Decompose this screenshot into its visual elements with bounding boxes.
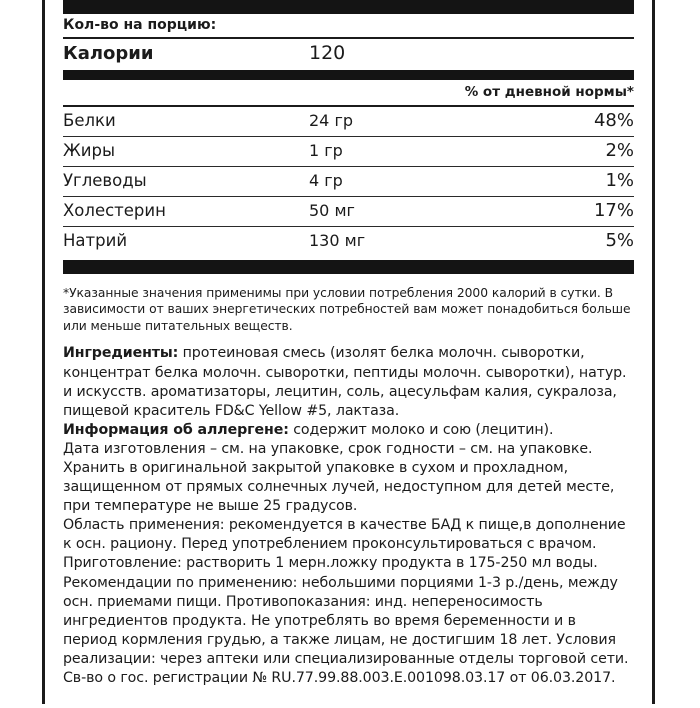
calories-label: Калории — [63, 43, 154, 64]
nutrient-name: Холестерин — [63, 200, 166, 220]
table-row — [63, 105, 634, 136]
calories-row — [63, 37, 634, 70]
nutrient-percent: 48% — [593, 109, 634, 131]
nutrient-percent: 17% — [593, 199, 634, 221]
nutrition-facts-table — [63, 0, 634, 274]
usage-area-paragraph: Область применения: рекомендуется в качестве БАД к пище,в дополнение к осн. рациону. Перед употреблением проконсультироваться с врачом. — [63, 517, 626, 553]
nutrient-percent: 2% — [605, 139, 634, 161]
nutrient-value: 130 мг — [309, 230, 366, 250]
table-row — [63, 166, 634, 196]
nutrition-label-frame — [42, 0, 655, 704]
daily-value-header: % от дневной нормы* — [464, 84, 634, 100]
ingredients-text: протеиновая смесь (изолят белка молочн. сыворотки, концентрат белка молочн. сыворотки, пептиды молочн. сыворотки), натур. и искусств. ароматизаторы, лецитин, соль, ацесульфам калия, сукралоза, пищевой краситель FD&C Yellow #5, лактаза. — [63, 345, 627, 419]
table-row — [63, 136, 634, 166]
allergen-label: Информация об аллергене: — [63, 421, 289, 438]
nutrient-value: 1 гр — [309, 140, 343, 160]
calories-value: 120 — [309, 42, 346, 64]
nutrient-name: Углеводы — [63, 170, 147, 190]
nutrient-value: 24 гр — [309, 110, 354, 130]
nutrient-name: Натрий — [63, 230, 128, 250]
ingredients-label: Ингредиенты: — [63, 345, 179, 362]
table-bottom-black-bar — [63, 260, 634, 274]
nutrient-name: Белки — [63, 110, 116, 130]
table-top-black-bar — [63, 0, 634, 14]
registration-paragraph: Св-во о гос. регистрации № RU.77.99.88.003.Е.001098.03.17 от 06.03.2017. — [63, 670, 616, 686]
recommendations-paragraph: Рекомендации по применению: небольшими порциями 1-3 р./день, между осн. приемами пищи. Противопоказания: инд. непереносимость ингредиентов продукта. Не употреблять во время беременности и в период кормления грудью, а также лицам, не достигшим 18 лет. Условия реализации: через аптеки или специализированные отделы торговой сети. — [63, 574, 629, 667]
storage-paragraph: Хранить в оригинальной закрытой упаковке в сухом и прохладном, защищенном от прямых солнечных лучей, недоступном для детей месте, при температуре не выше 25 градусов. — [63, 459, 615, 515]
table-row — [63, 226, 634, 256]
allergen-text: содержит молоко и сою (лецитин). — [288, 421, 554, 438]
manufacture-date-paragraph: Дата изготовления – см. на упаковке, срок годности – см. на упаковке. — [63, 440, 593, 457]
nutrient-value: 50 мг — [309, 200, 355, 220]
serving-size-label: Кол-во на порцию: — [63, 17, 217, 33]
nutrition-label-inner — [45, 0, 652, 708]
product-information-block — [63, 335, 634, 688]
preparation-paragraph: Приготовление: растворить 1 мерн.ложку продукта в 175-250 мл воды. — [63, 555, 598, 572]
ingredients-paragraph — [63, 344, 634, 420]
nutrient-percent: 1% — [605, 169, 634, 191]
nutrient-percent: 5% — [605, 229, 634, 251]
table-row — [63, 196, 634, 226]
nutrient-name: Жиры — [63, 140, 115, 160]
daily-value-footnote: *Указанные значения применимы при условии потребления 2000 калорий в сутки. В зависимости от ваших энергетических потребностей вам может понадобиться больше или меньше питательных веществ. — [63, 285, 631, 334]
allergen-paragraph — [63, 421, 634, 440]
table-mid-black-bar — [63, 70, 634, 80]
nutrient-value: 4 гр — [309, 170, 343, 190]
